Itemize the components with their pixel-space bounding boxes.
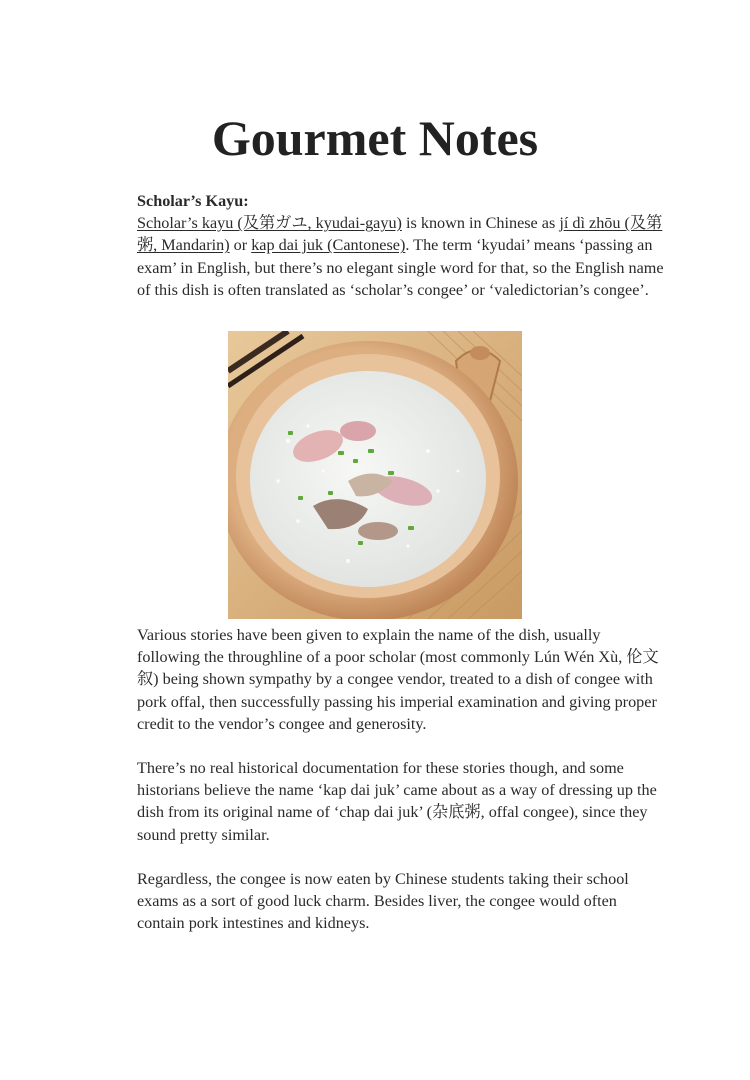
intro-section <box>137 190 667 301</box>
congee-photo <box>228 331 522 619</box>
body-text <box>137 624 667 934</box>
page-title: Gourmet Notes <box>211 110 539 166</box>
intro-text-3: . The term ‘kyudai’ means ‘passing an exam’ in English, but there’s no elegant single word for that, so the English name of this dish is often translated as ‘scholar’s congee’ or ‘valedictorian’s congee’. <box>137 236 664 299</box>
intro-paragraph <box>137 212 667 301</box>
intro-text-1: is known in Chinese as <box>401 214 560 233</box>
paragraph-history: There’s no real historical documentation for these stories though, and some historians believe the name ‘kap dai juk’ came about as a way of dressing up the dish from its original name of ‘chap dai juk’ (杂底粥, offal congee), since they sound pretty similar. <box>137 759 657 844</box>
link-mandarin[interactable]: jí dì zhōu (及第粥, Mandarin) <box>137 214 663 255</box>
congee-claypot-image <box>228 331 522 619</box>
paragraph-stories: Various stories have been given to explain the name of the dish, usually following the throughline of a poor scholar (most commonly Lún Wén Xù, 伦文叙) being shown sympathy by a congee vendor, treated to a dish of congee with pork offal, then successfully passing his imperial examination and giving proper credit to the vendor’s congee and generosity. <box>137 626 659 733</box>
link-cantonese[interactable]: kap dai juk (Cantonese) <box>251 236 406 255</box>
link-kyudai-gayu[interactable]: Scholar’s kayu (及第ガユ, kyudai-gayu) <box>137 214 402 233</box>
section-heading: Scholar’s Kayu: <box>137 192 249 210</box>
paragraph-good-luck: Regardless, the congee is now eaten by Chinese students taking their school exams as a sort of good luck charm. Besides liver, the congee would often contain pork intestines and kidneys. <box>137 869 629 933</box>
intro-text-2: or <box>229 236 252 255</box>
